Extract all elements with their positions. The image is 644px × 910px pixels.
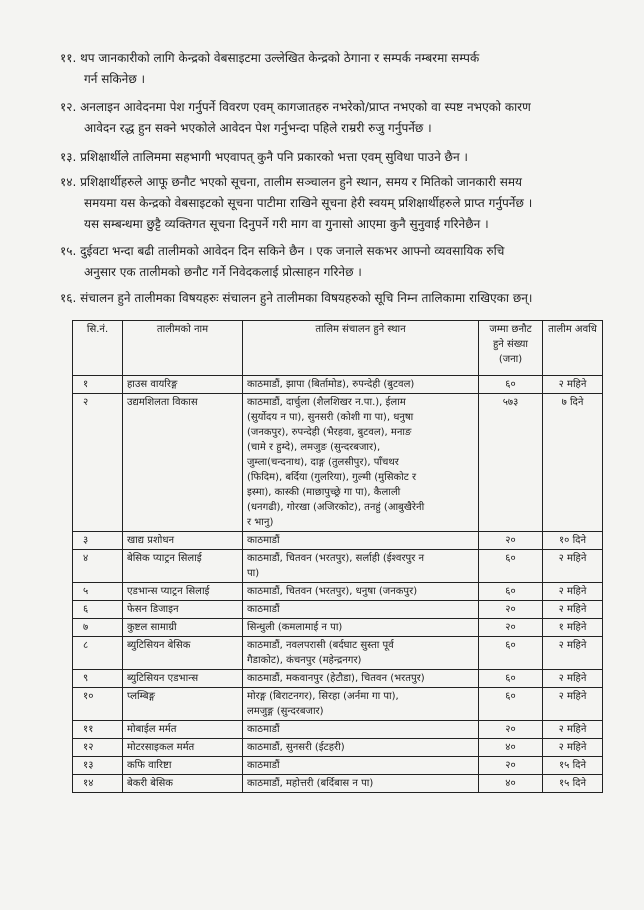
paragraph-line: अनुसार एक तालीमको छनौट गर्ने निवेदकलाई प्रोत्साहन गरिनेछ । [84,265,362,279]
cell-count: ६० [479,688,543,721]
cell-count: ६० [479,550,543,583]
cell-location: काठमाडौं [243,532,479,550]
paragraph-line: यस सम्बन्धमा छुट्टै व्यक्तिगत सूचना दिनुपर्ने गरी माग वा गुनासो आएमा कुनै सुनुवाई गरिनेछैन । [84,217,489,231]
cell-duration: २ महिने [543,601,603,619]
cell-location: मोरङ्ग (बिराटनगर), सिरहा (अर्नमा गा पा), लमजुङ्ग (सुन्दरबजार) [243,688,479,721]
cell-serial: १० [73,688,123,721]
cell-location: सिन्धुली (कमलामाई न पा) [243,619,479,637]
training-table [72,320,603,793]
cell-training-name: कुष्टल सामाग्री [123,619,243,637]
cell-training-name: फेसन डिजाइन [123,601,243,619]
cell-location: काठमाडौं [243,721,479,739]
cell-training-name: खाद्य प्रशोधन [123,532,243,550]
table-row [73,394,603,532]
cell-duration: १५ दिने [543,775,603,793]
cell-serial: ४ [73,550,123,583]
table-header-row [73,321,603,376]
paragraph-12 [60,97,598,139]
cell-serial: १२ [73,739,123,757]
cell-count: २० [479,757,543,775]
paragraph-line: गर्न सकिनेछ । [84,72,146,86]
cell-duration: २ महिने [543,670,603,688]
paragraph-15 [60,241,598,283]
cell-duration: २ महिने [543,550,603,583]
paragraph-line: ११. थप जानकारीको लागि केन्द्रको वेबसाइटमा उल्लेखित केन्द्रको ठेगाना र सम्पर्क नम्बरमा सम्पर्क [60,51,480,65]
paragraph-line: १२. अनलाइन आवेदनमा पेश गर्नुपर्ने विवरण एवम् कागजातहरु नभरेको/प्राप्त नभएको वा स्पष्ट नभएको कारण [60,100,531,114]
cell-serial: ११ [73,721,123,739]
table-row [73,775,603,793]
cell-training-name: प्लम्बिङ्ग [123,688,243,721]
cell-location: काठमाडौं [243,601,479,619]
cell-training-name: बेसिक प्याट्रन सिलाई [123,550,243,583]
cell-location: काठमाडौं, चितवन (भरतपुर), सर्लाही (ईश्वरपुर न पा) [243,550,479,583]
cell-duration: १५ दिने [543,757,603,775]
cell-count: ६० [479,583,543,601]
cell-count: २० [479,721,543,739]
cell-location: काठमाडौं [243,757,479,775]
table-row [73,637,603,670]
cell-training-name: हाउस वायरिङ्ग [123,376,243,394]
paragraph-line: १६. संचालन हुने तालीमका विषयहरुः संचालन हुने तालीमका विषयहरुको सूचि निम्न तालिकामा राखिएका छन्। [60,291,533,305]
header-location: तालिम संचालन हुने स्थान [243,321,479,376]
paragraph-line: आवेदन रद्ध हुन सक्ने भएकोले आवेदन पेश गर्नुभन्दा पहिले राम्ररी रुजु गर्नुपर्नेछ । [84,121,432,135]
cell-count: ४० [479,739,543,757]
cell-serial: १३ [73,757,123,775]
cell-duration: २ महिने [543,739,603,757]
table-row [73,757,603,775]
cell-location: काठमाडौं, सुनसरी (ईटहरी) [243,739,479,757]
cell-serial: ९ [73,670,123,688]
cell-training-name: मोबाईल मर्मत [123,721,243,739]
cell-location: काठमाडौं, महोत्तरी (बर्दिबास न पा) [243,775,479,793]
cell-duration: २ महिने [543,583,603,601]
table-row [73,688,603,721]
paragraph-16 [60,288,598,309]
header-training-name: तालीमको नाम [123,321,243,376]
cell-training-name: एडभान्स प्याट्रन सिलाई [123,583,243,601]
table-row [73,583,603,601]
table-row [73,601,603,619]
table-row [73,550,603,583]
cell-location: काठमाडौं, मकवानपुर (हेटौडा), चितवन (भरतपुर) [243,670,479,688]
cell-serial: ८ [73,637,123,670]
cell-count: २० [479,601,543,619]
paragraph-line: १३. प्रशिक्षार्थीले तालिममा सहभागी भएवापत् कुनै पनि प्रकारको भत्ता एवम् सुविधा पाउने छैन । [60,150,468,164]
cell-serial: ३ [73,532,123,550]
cell-location: काठमाडौं, झापा (बिर्तामोड), रुपन्देही (बुटवल) [243,376,479,394]
cell-training-name: कफि वारिष्टा [123,757,243,775]
cell-serial: ७ [73,619,123,637]
cell-duration: २ महिने [543,376,603,394]
cell-duration: ७ दिने [543,394,603,532]
paragraph-14 [60,172,598,235]
cell-count: २० [479,532,543,550]
cell-count: ५७३ [479,394,543,532]
header-count: जम्मा छनौट हुने संख्या (जना) [479,321,543,376]
table-row [73,670,603,688]
paragraph-11 [60,48,598,90]
cell-count: ६० [479,637,543,670]
table-row [73,619,603,637]
cell-location: काठमाडौं, दार्चुला (शैलशिखर न.पा.), ईलाम (सुर्योदय न पा), सुनसरी (कोशी गा पा), धनुषा (जनकपुर), रुपन्देही (भैरहवा, बुटवल), मनाङ (चामे र हुम्दे), लमजुङ (सुन्दरबजार), जुम्ला(चन्दनाथ), दाङ्ग (तुलसीपुर), पाँचथर (फिदिम), बर्दिया (गुलरिया), गुल्मी (मुसिकोट र इस्मा), कास्की (माछापुच्छ्रे गा पा), कैलाली (धनगढी), गोरखा (अजिरकोट), तनहुं (आबुखैरेनी र भानु) [243,394,479,532]
cell-duration: १० दिने [543,532,603,550]
cell-duration: १ महिने [543,619,603,637]
paragraph-line: १४. प्रशिक्षार्थीहरुले आफू छनौट भएको सूचना, तालीम सञ्चालन हुने स्थान, समय र मितिको जानकारी समय [60,175,522,189]
cell-training-name: उद्यमशिलता विकास [123,394,243,532]
cell-count: ४० [479,775,543,793]
cell-location: काठमाडौं, नवलपरासी (बर्दघाट सुस्ता पूर्व गैडाकोट), कंचनपुर (महेन्द्रनगर) [243,637,479,670]
table-row [73,739,603,757]
cell-duration: २ महिने [543,688,603,721]
paragraph-line: समयमा यस केन्द्रको वेबसाइटको सूचना पाटीमा राखिने सूचना हेरी स्वयम् प्रशिक्षार्थीहरुले प्राप्त गर्नुपर्नेछ । [84,196,533,210]
cell-count: ६० [479,670,543,688]
header-serial: सि.नं. [73,321,123,376]
cell-training-name: मोटरसाइकल मर्मत [123,739,243,757]
cell-duration: २ महिने [543,721,603,739]
table-row [73,721,603,739]
cell-training-name: ब्युटिसियन एडभान्स [123,670,243,688]
cell-training-name: बेकरी बेसिक [123,775,243,793]
cell-serial: १४ [73,775,123,793]
table-row [73,532,603,550]
paragraph-line: १५. दुईवटा भन्दा बढी तालीमको आवेदन दिन सकिने छैन । एक जनाले सकभर आफ्नो व्यवसायिक रुचि [60,244,505,258]
cell-count: २० [479,619,543,637]
cell-duration: २ महिने [543,637,603,670]
cell-count: ६० [479,376,543,394]
cell-serial: ५ [73,583,123,601]
header-duration: तालीम अवधि [543,321,603,376]
table-row [73,376,603,394]
cell-training-name: ब्युटिसियन बेसिक [123,637,243,670]
cell-serial: २ [73,394,123,532]
cell-serial: १ [73,376,123,394]
cell-location: काठमाडौं, चितवन (भरतपुर), धनुषा (जनकपुर) [243,583,479,601]
cell-serial: ६ [73,601,123,619]
paragraph-13 [60,147,598,168]
